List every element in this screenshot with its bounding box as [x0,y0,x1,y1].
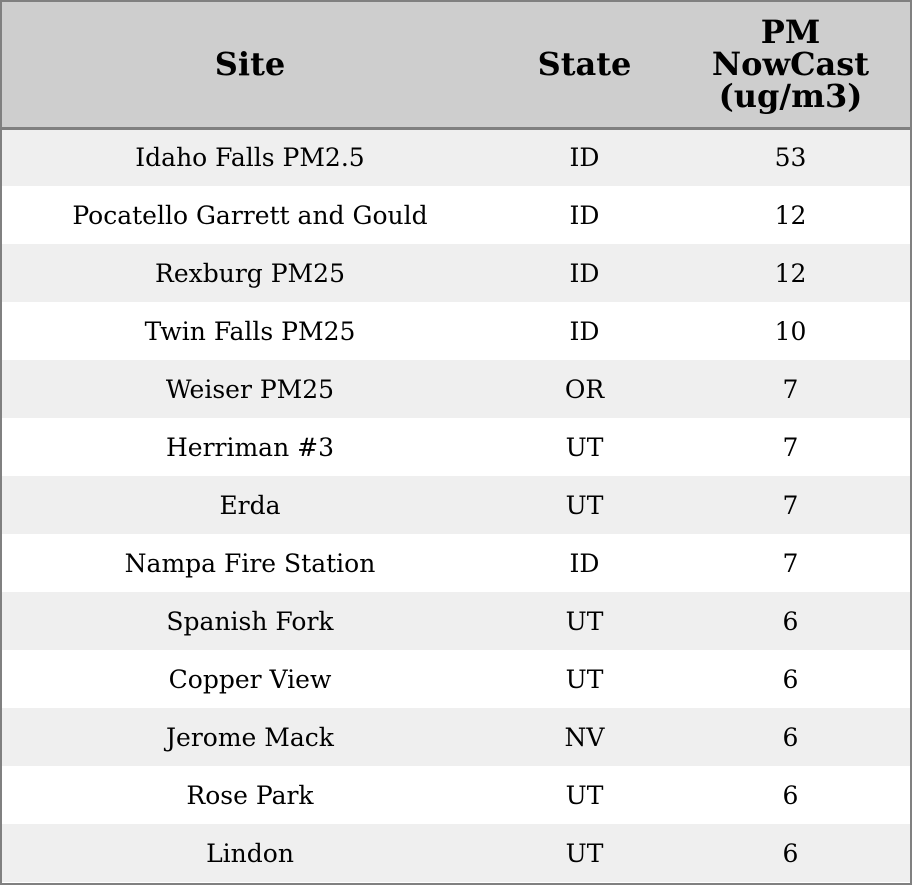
state-cell: NV [564,722,605,752]
site-cell: Idaho Falls PM2.5 [135,143,365,173]
pm-value-cell: 53 [774,143,807,173]
state-cell: ID [569,200,600,230]
site-cell: Jerome Mack [166,722,334,752]
site-cell: Copper View [168,664,332,694]
pm-value-cell: 12 [774,200,807,230]
state-cell: UT [565,780,604,810]
column-header-pm-line2: NowCast [711,45,870,84]
table-row [2,418,910,476]
pm-value-cell: 7 [782,374,799,404]
table-row [2,244,910,302]
column-header-pm-nowcast [671,2,910,128]
state-cell: ID [569,316,600,346]
table-row [2,128,910,186]
table-row [2,650,910,708]
state-cell: ID [569,258,600,288]
state-cell: UT [565,490,604,520]
table-row [2,824,910,882]
site-cell: Nampa Fire Station [124,548,376,578]
column-header-pm-line1: PM [760,13,821,52]
site-cell: Herriman #3 [165,432,334,462]
pm-value-cell: 12 [774,258,807,288]
table-body [2,128,910,882]
pm-value-cell: 6 [782,838,799,868]
column-header-site: Site [2,2,498,128]
state-cell: OR [564,374,605,404]
state-cell: UT [565,838,604,868]
site-cell: Spanish Fork [166,606,334,636]
table-row [2,360,910,418]
column-header-pm-line3: (ug/m3) [718,77,863,116]
site-cell: Rose Park [186,780,314,810]
pm-value-cell: 6 [782,606,799,636]
site-cell: Pocatello Garrett and Gould [72,200,428,230]
pm-value-cell: 6 [782,780,799,810]
pm-value-cell: 6 [782,664,799,694]
table-row [2,766,910,824]
table-row [2,186,910,244]
table-row [2,592,910,650]
pm-value-cell: 6 [782,722,799,752]
site-cell: Lindon [206,838,294,868]
header-row [2,2,910,128]
state-cell: ID [569,548,600,578]
state-cell: ID [569,143,600,173]
site-cell: Erda [219,490,281,520]
state-cell: UT [565,664,604,694]
state-cell: UT [565,606,604,636]
pm-nowcast-table [2,2,910,882]
pm-value-cell: 7 [782,490,799,520]
table-row [2,708,910,766]
table-row [2,476,910,534]
table-header [2,2,910,128]
column-header-state: State [498,2,671,128]
table-row [2,302,910,360]
state-cell: UT [565,432,604,462]
pm-value-cell: 7 [782,548,799,578]
site-cell: Rexburg PM25 [155,258,345,288]
site-cell: Twin Falls PM25 [144,316,356,346]
pm-value-cell: 7 [782,432,799,462]
site-cell: Weiser PM25 [165,374,335,404]
pm-value-cell: 10 [774,316,807,346]
table-row [2,534,910,592]
